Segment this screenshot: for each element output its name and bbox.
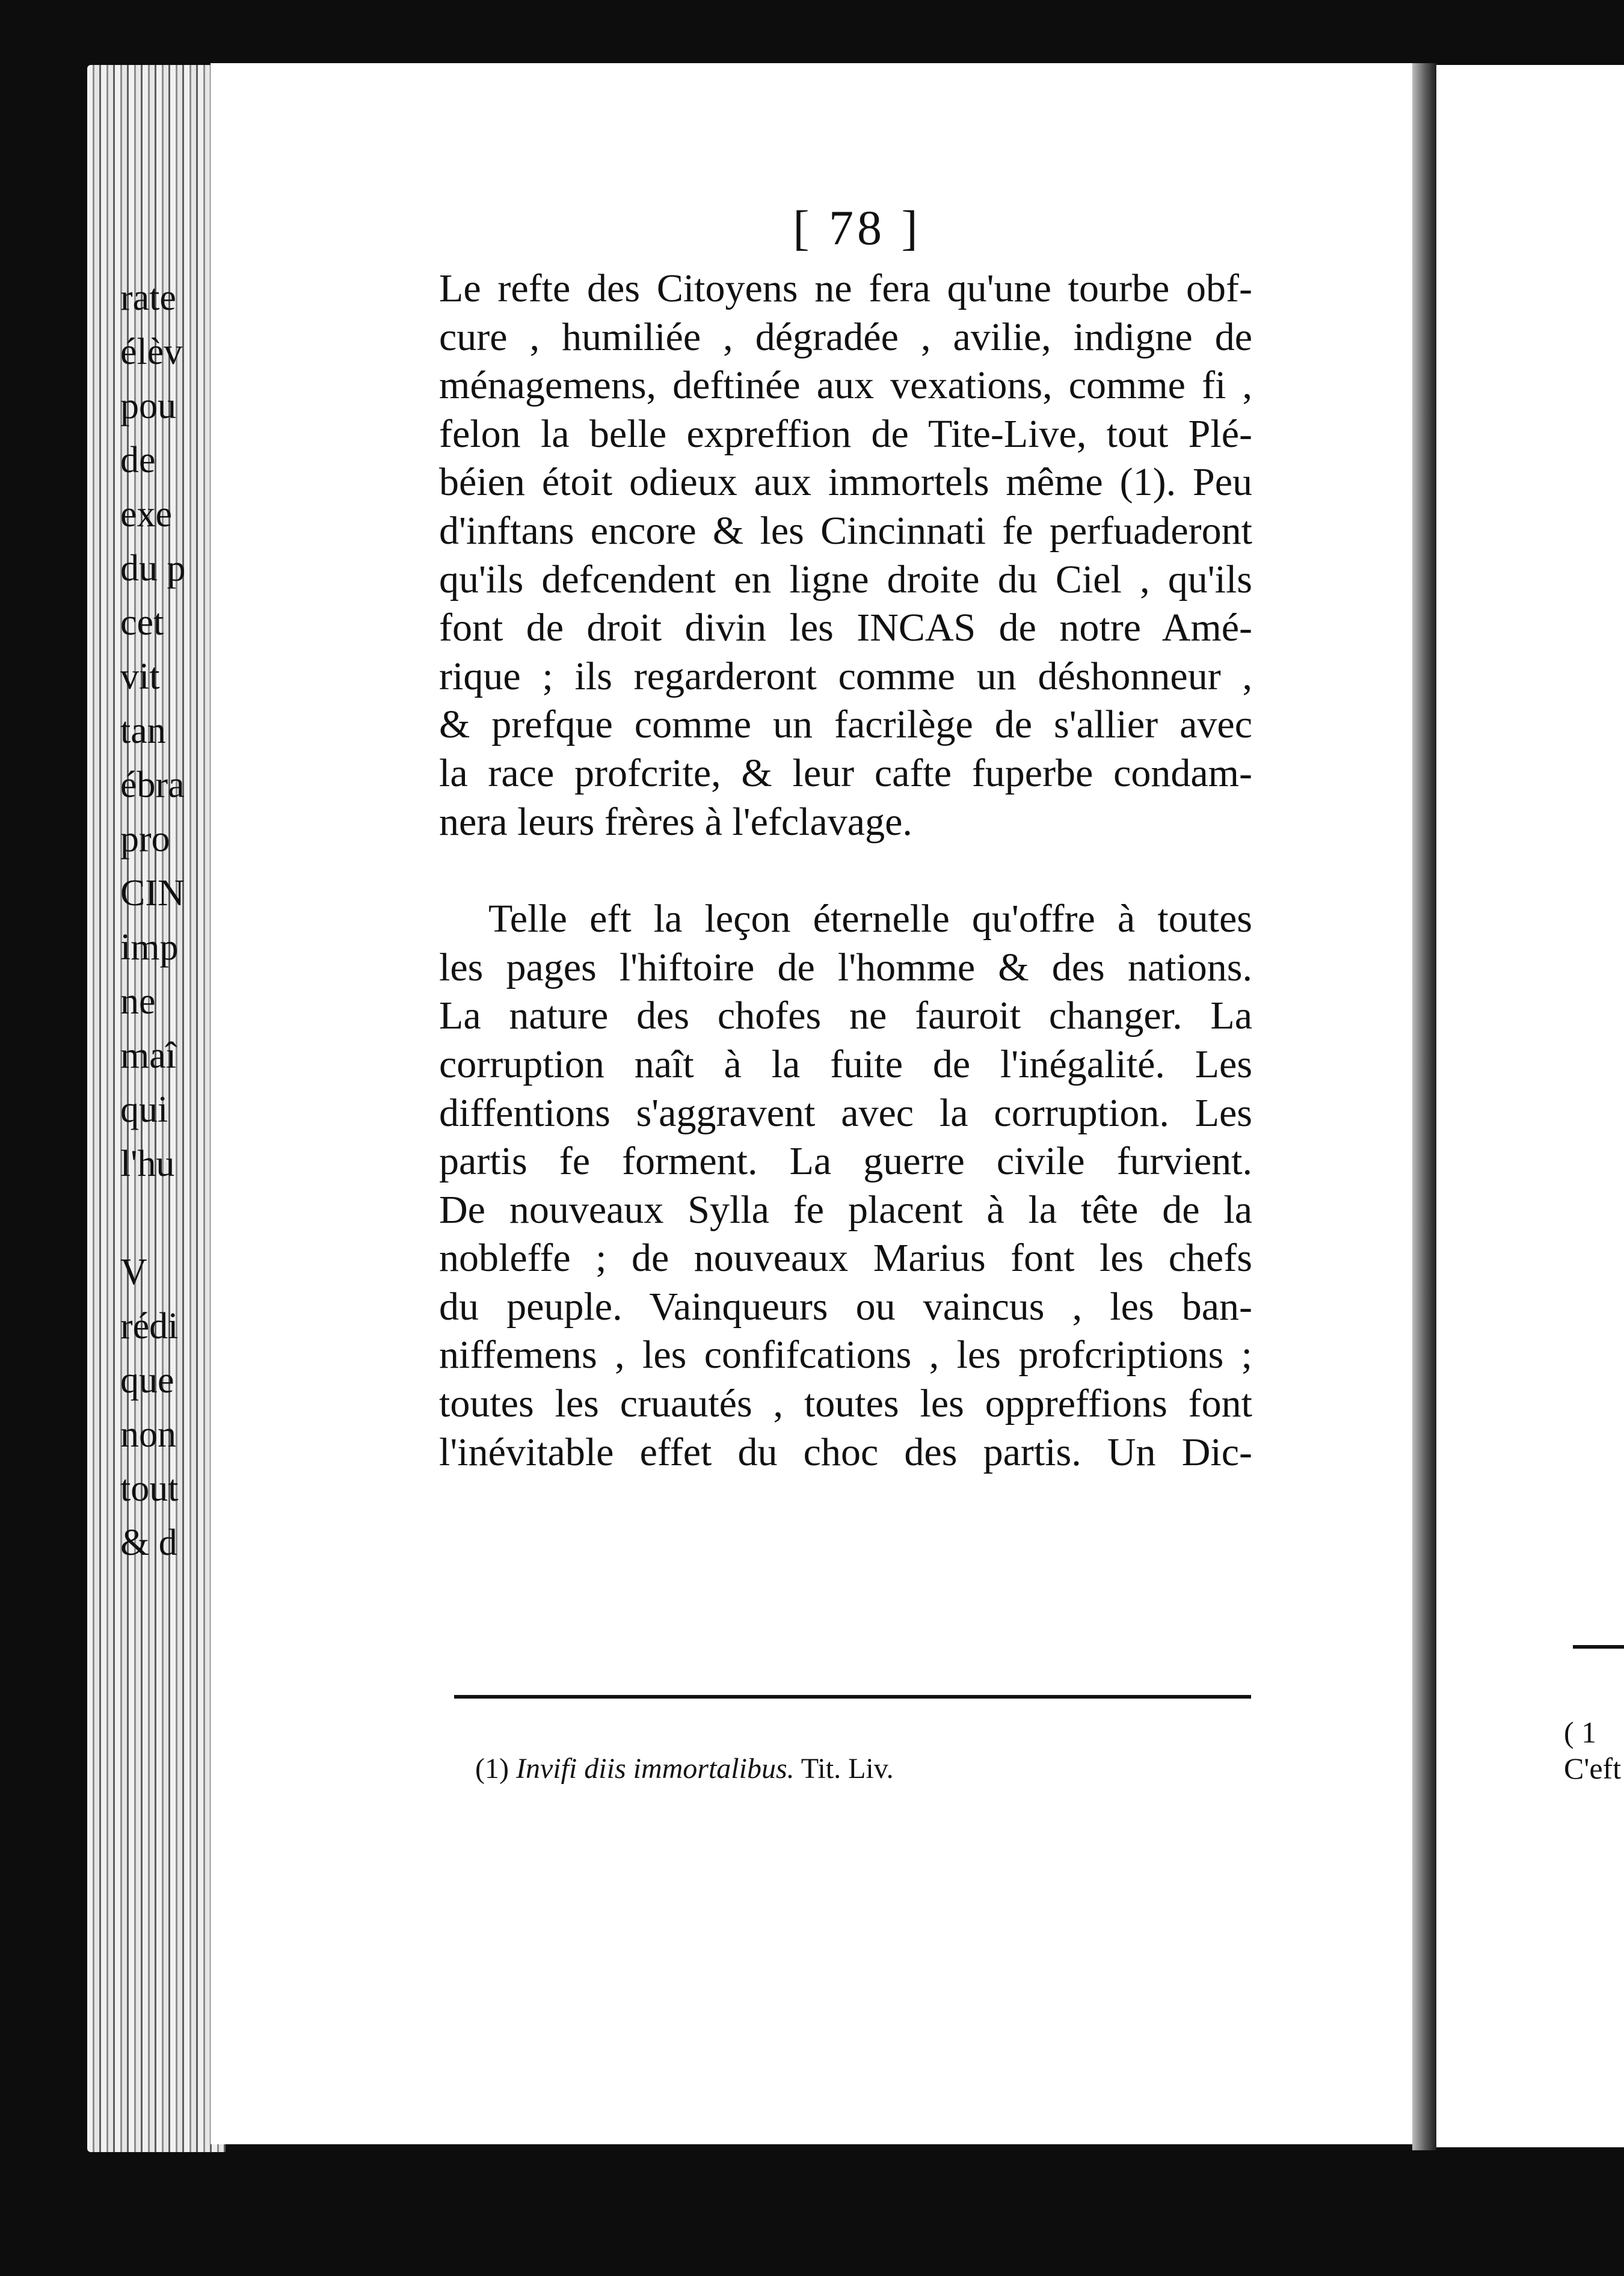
paragraph-2 [439, 895, 1252, 1477]
fragment-line: l'hu [120, 1143, 175, 1184]
text-line: nobleffe ; de nouveaux Marius font les chefs [439, 1236, 1252, 1281]
text-line: felon la belle expreffion de Tite-Live, tout Plé- [439, 411, 1252, 456]
text-line: la race profcrite, & leur cafte fuperbe condam- [439, 751, 1252, 795]
text-line: partis fe forment. La guerre civile furvient. [439, 1139, 1252, 1184]
text-line: Le refte des Citoyens ne fera qu'une tourbe obf- [439, 266, 1252, 310]
paragraph-1 [439, 265, 1252, 846]
fragment-line: & d [120, 1522, 177, 1563]
fragment-line: ébra [120, 764, 185, 805]
text-line: ménagemens, deftinée aux vexations, comme fi , [439, 363, 1252, 408]
footnote [475, 1752, 894, 1785]
text-line: les pages l'hiftoire de l'homme & des nations. [439, 945, 1252, 989]
text-line: Telle eft la leçon éternelle qu'offre à toutes [488, 897, 1252, 941]
fragment-line: rate [120, 277, 176, 318]
book-spine [1412, 63, 1436, 2150]
fragment-line [120, 1197, 217, 1251]
text-line: corruption naît à la fuite de l'inégalité. Les [439, 1042, 1252, 1086]
text-line: cure , humiliée , dégradée , avilie, indigne de [439, 315, 1252, 359]
fragment-line: ne [120, 981, 156, 1022]
fragment-line: tout [120, 1468, 179, 1509]
text-line: & prefque comme un facrilège de s'allier avec [439, 703, 1252, 747]
text-line: font de droit divin les INCAS de notre Amé- [439, 606, 1252, 650]
footnote-source: Tit. Liv. [801, 1753, 894, 1785]
fragment-line: CIN [120, 873, 185, 914]
page-number: [ 78 ] [793, 200, 921, 255]
right-page [1436, 65, 1624, 2147]
fragment-line: qui [120, 1089, 168, 1130]
text-line: rique ; ils regarderont comme un déshonneur , [439, 654, 1252, 698]
footnote-mark: (1) [475, 1753, 509, 1785]
fragment-line: tan [120, 710, 166, 751]
fragment-line: cet [120, 602, 164, 643]
fragment-line: non [120, 1414, 176, 1455]
body-text [439, 265, 1252, 1477]
fragment-line: C'eft [1564, 1752, 1622, 1785]
paragraph-gap [439, 846, 1252, 895]
right-page-text [120, 277, 217, 1576]
right-footnote-rule [1573, 1645, 1624, 1649]
footnote-quote: Invifi diis immortalibus. [515, 1753, 795, 1785]
fragment-line: exe [120, 494, 173, 535]
fragment-line: rédi [120, 1306, 179, 1347]
text-line: l'inévitable effet du choc des partis. Un Dic- [439, 1430, 1252, 1474]
footnote-rule [454, 1695, 1251, 1699]
fragment-line: que [120, 1360, 174, 1401]
text-line: toutes les cruautés , toutes les oppreffions font [439, 1382, 1252, 1426]
text-line: diffentions s'aggravent avec la corruption. Les [439, 1090, 1252, 1135]
text-line: du peuple. Vainqueurs ou vaincus , les ban- [439, 1284, 1252, 1329]
fragment-line: ( 1 [1564, 1715, 1597, 1749]
fragment-line: élèv [120, 331, 183, 372]
fragment-line: maî [120, 1035, 176, 1076]
fragment-line: pou [120, 386, 176, 426]
right-footnote [1564, 1714, 1621, 1786]
fragment-line: vit [120, 656, 160, 697]
fragment-line: V [120, 1252, 147, 1293]
text-line: béien étoit odieux aux immortels même (1). Peu [439, 460, 1252, 505]
fragment-line: du p [120, 548, 186, 589]
text-line: qu'ils defcendent en ligne droite du Ciel , qu'ils [439, 557, 1252, 601]
text-line: La nature des chofes ne fauroit changer. La [439, 994, 1252, 1038]
text-line: niffemens , les confifcations , les profcriptions ; [439, 1333, 1252, 1377]
fragment-line: pro [120, 819, 170, 860]
text-line: nera leurs frères à l'efclavage. [439, 799, 912, 844]
text-line: d'inftans encore & les Cincinnati fe perfuaderont [439, 508, 1252, 553]
text-line: De nouveaux Sylla fe placent à la tête de la [439, 1187, 1252, 1232]
fragment-line: imp [120, 927, 179, 968]
fragment-line: de [120, 440, 156, 481]
